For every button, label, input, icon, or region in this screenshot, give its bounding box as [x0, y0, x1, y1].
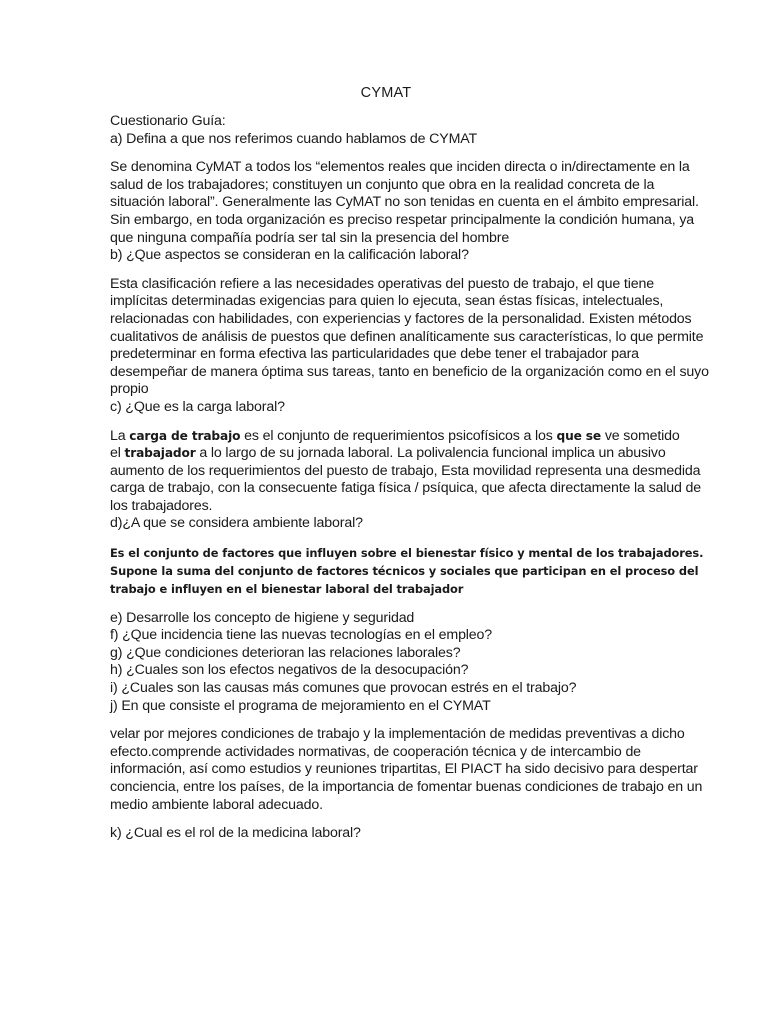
text-run: es el conjunto de requerimientos psicofísicos a los: [240, 427, 557, 444]
question-g: g) ¿Que condiciones deterioran las relaciones laborales?: [110, 644, 461, 661]
answer-d-line: Es el conjunto de factores que influyen sobre el bienestar físico y mental de los trabajadores.: [110, 546, 704, 561]
answer-c-line: carga de trabajo, con la consecuente fatiga física / psíquica, que afecta directamente la salud de: [110, 480, 702, 497]
answer-a-line: Sin embargo, en toda organización es preciso respetar principalmente la condición humana, ya: [110, 211, 695, 228]
answer-b-line: Esta clasificación refiere a las necesidades operativas del puesto de trabajo, el que tiene: [110, 275, 654, 292]
question-f: f) ¿Que incidencia tiene las nuevas tecnologías en el empleo?: [110, 627, 493, 644]
answer-b-line: desempeñar de manera óptima sus tareas, tanto en beneficio de la organización como en el suyo: [110, 363, 709, 380]
questions-e-to-j: [110, 610, 662, 716]
answer-j-line: información, así como estudios y reuniones tripartitas, El PIACT ha sido decisivo para despertar: [110, 761, 698, 778]
answer-a: [110, 159, 699, 265]
answer-a-line: que ninguna compañía podría ser tal sin la presencia del hombre: [110, 229, 510, 246]
answer-b-line: propio: [110, 381, 149, 398]
answer-j-line: medio ambiente laboral adecuado.: [110, 796, 323, 813]
text-run: La: [110, 427, 130, 444]
text-run: el: [110, 445, 125, 462]
answer-j-line: conciencia, entre los países, de la importancia de fomentar buenas condiciones de trabajo en un: [110, 779, 703, 796]
bold-term-que-se: que se: [556, 428, 602, 443]
answer-a-line: situación laboral”. Generalmente las CyMAT no son tenidas en cuenta en el ámbito empresarial.: [110, 194, 699, 211]
answer-c-line: [110, 427, 680, 446]
intro-section: [110, 113, 662, 148]
answer-c-line: aumento de los requerimientos del puesto de trabajo, Esta movilidad representa una desmedida: [110, 462, 701, 479]
answer-d-line: Supone la suma del conjunto de factores técnicos y sociales que participan en el proceso del: [110, 564, 699, 579]
question-j: j) En que consiste el programa de mejoramiento en el CYMAT: [110, 697, 491, 714]
answer-b: [110, 275, 709, 417]
answer-d-line: trabajo e influyen en el bienestar laboral del trabajador: [110, 582, 464, 597]
answer-b-line: cualitativos de análisis de puestos que definen analíticamente sus características, lo que permite: [110, 328, 704, 345]
answer-j: [110, 726, 703, 814]
answer-c-line: [110, 445, 666, 463]
question-i: i) ¿Cuales son las causas más comunes que provocan estrés en el trabajo?: [110, 680, 577, 697]
answer-j-line: velar por mejores condiciones de trabajo y la implementación de medidas preventivas a dicho: [110, 726, 685, 743]
question-k: k) ¿Cual es el rol de la medicina laboral?: [110, 825, 361, 842]
bold-term-trabajador: trabajador: [124, 446, 196, 461]
answer-j-line: efecto.comprende actividades normativas, de cooperación técnica y de intercambio de: [110, 743, 641, 760]
answer-b-line: implícitas determinadas exigencias para quien lo ejecuta, sean éstas físicas, intelectuales,: [110, 293, 664, 310]
answer-c: [110, 427, 702, 534]
answer-b-line: relacionadas con habilidades, con experiencias y factores de la personalidad. Existen métodos: [110, 310, 692, 327]
answer-b-line: predeterminar en forma efectiva las particularidades que debe tener el trabajador para: [110, 346, 639, 363]
answer-a-line: Se denomina CyMAT a todos los “elementos reales que inciden directa o in/directamente en la: [110, 159, 690, 176]
text-run: ve sometido: [601, 427, 680, 444]
answer-a-line: salud de los trabajadores; constituyen un conjunto que obra en la realidad concreta de la: [110, 176, 655, 193]
document-page: [110, 84, 709, 843]
questionnaire-heading: Cuestionario Guía:: [110, 113, 226, 129]
question-h: h) ¿Cuales son los efectos negativos de la desocupación?: [110, 662, 469, 679]
document-title: CYMAT: [360, 85, 412, 101]
question-e: e) Desarrolle los concepto de higiene y seguridad: [110, 609, 415, 626]
question-b: b) ¿Que aspectos se consideran en la calificación laboral?: [110, 247, 469, 264]
question-c: c) ¿Que es la carga laboral?: [110, 398, 285, 415]
question-a: a) Defina a que nos referimos cuando hablamos de CYMAT: [110, 130, 478, 147]
answer-c-line: los trabajadores.: [110, 497, 213, 514]
bold-term-carga-de-trabajo: carga de trabajo: [129, 428, 241, 443]
answer-d: [110, 544, 704, 599]
text-run: a lo largo de su jornada laboral. La polivalencia funcional implica un abusivo: [195, 445, 666, 462]
question-d: d)¿A que se considera ambiente laboral?: [110, 515, 363, 532]
